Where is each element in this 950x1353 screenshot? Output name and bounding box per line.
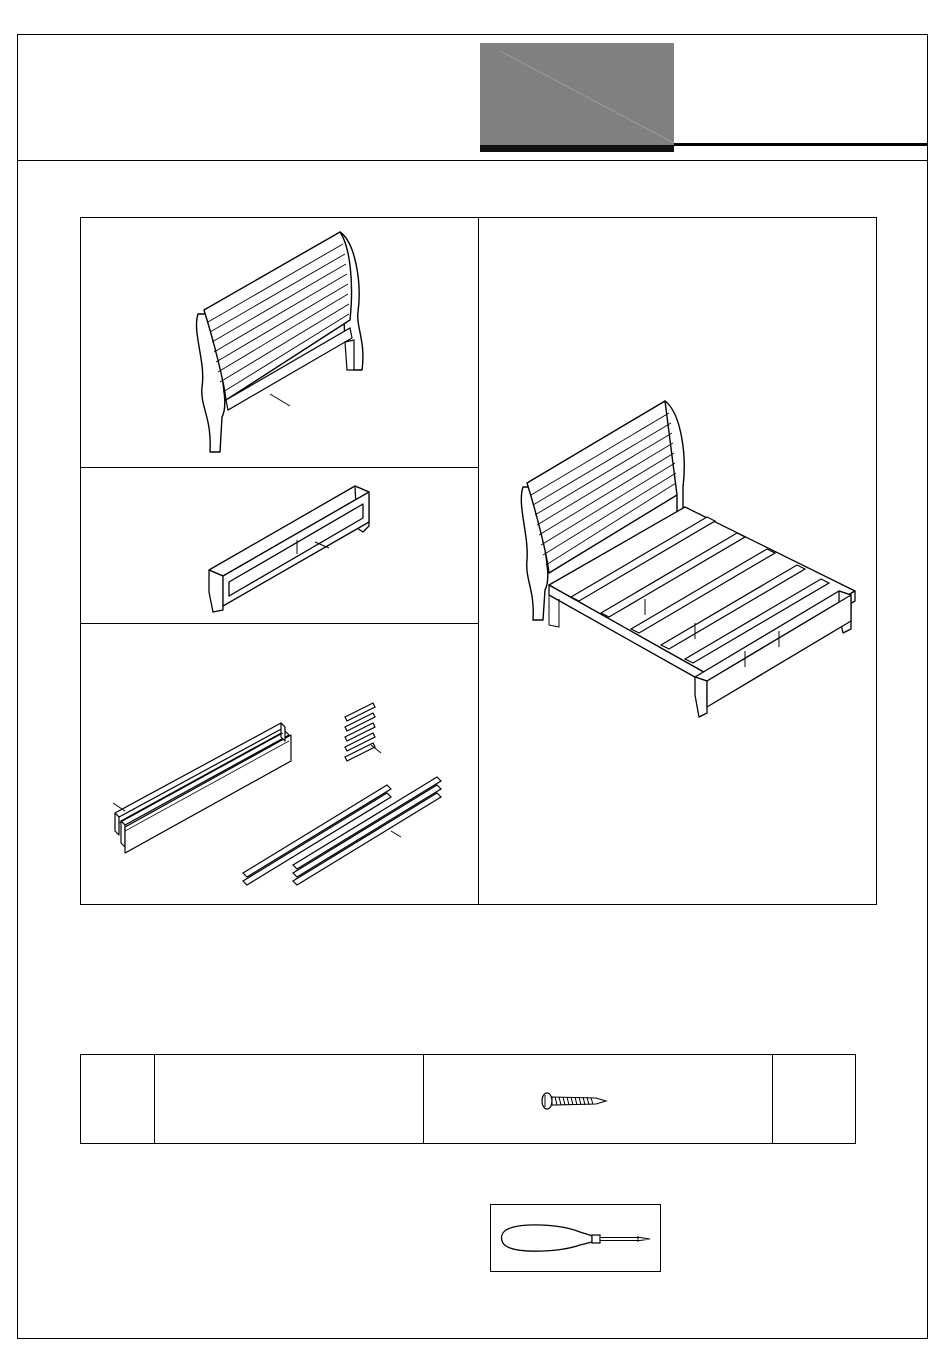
panel-vertical-divider [478, 217, 479, 905]
panel-divider-1 [80, 467, 479, 468]
hardware-table [80, 1054, 856, 1144]
panel-divider-2 [80, 623, 479, 624]
screwdriver-icon [500, 1222, 655, 1254]
assembled-sleigh-bed-drawing [515, 395, 855, 720]
hardware-col-3 [772, 1054, 773, 1144]
title-underline [674, 143, 928, 146]
side-rails-slats-drawing [105, 695, 445, 895]
screw-icon [540, 1090, 610, 1112]
footboard-drawing [205, 482, 380, 617]
hardware-col-2 [423, 1054, 424, 1144]
logo-underbar [480, 145, 674, 152]
hardware-col-1 [154, 1054, 155, 1144]
header-divider [17, 160, 928, 161]
sleigh-headboard-drawing [190, 222, 380, 457]
logo-block [480, 43, 674, 152]
